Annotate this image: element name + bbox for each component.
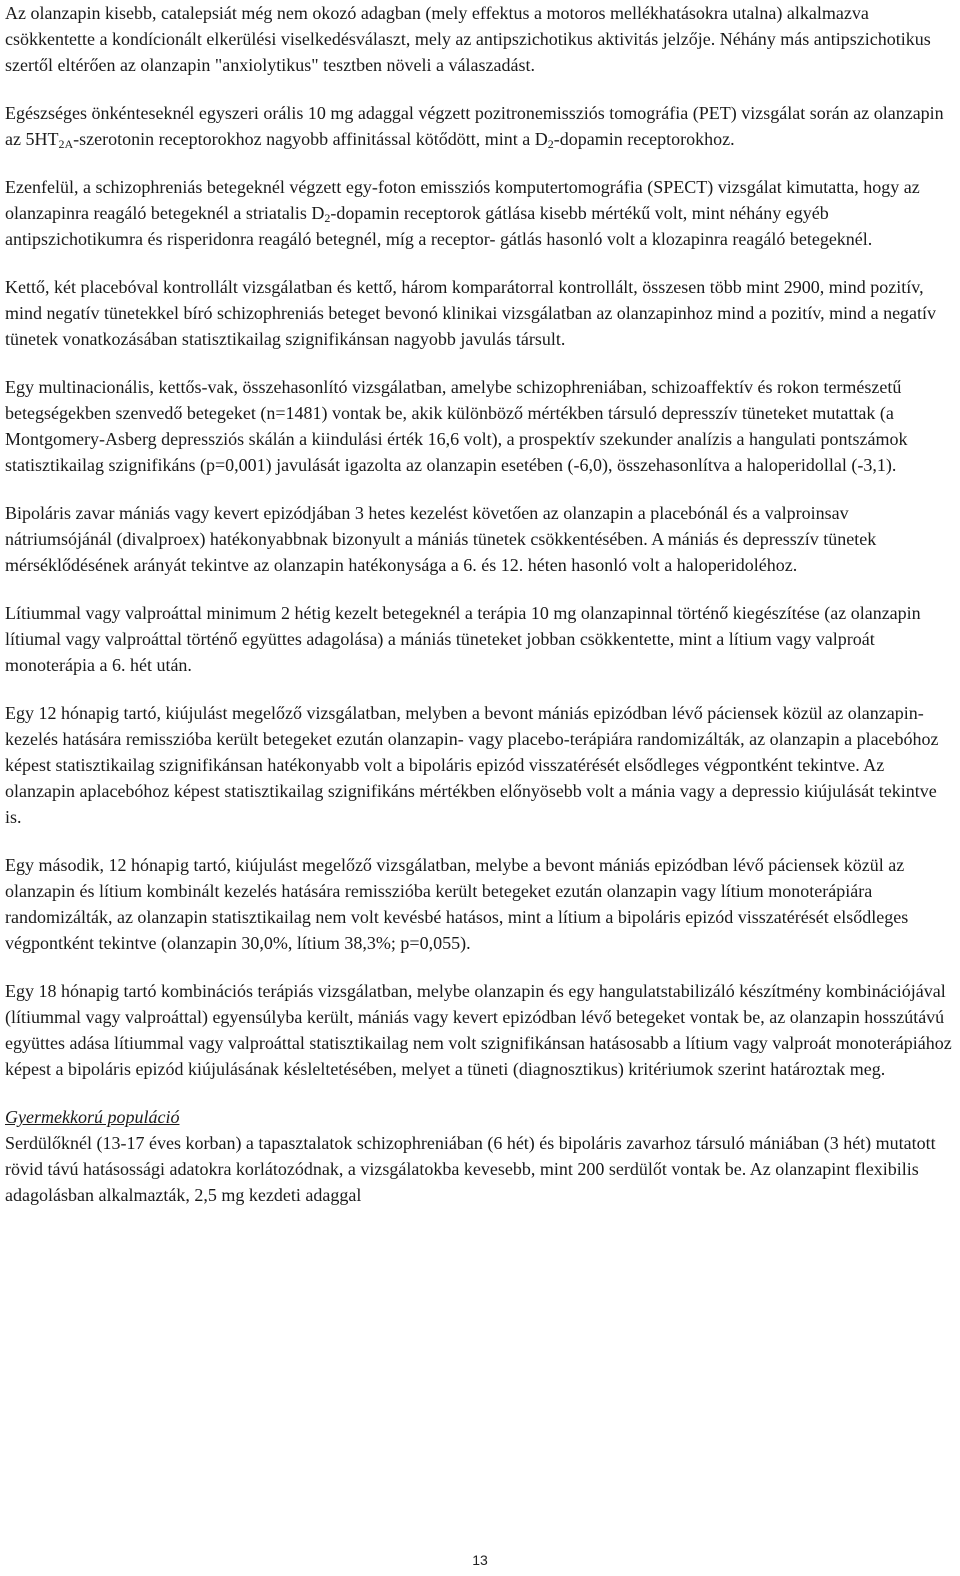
paragraph-spect-study xyxy=(5,174,955,252)
paragraph-combination-therapy: Egy 18 hónapig tartó kombinációs terápiás vizsgálatban, melybe olanzapin és egy hangulatstabilizáló készítmény kombinációjával (lítiummal vagy valproáttal) egyensúlyba került, mániás vagy kevert epizódban lévő betegeket vontak be, az olanzapin hosszútávú együttes adása lítiummal vagy valproáttal statisztikailag nem volt szignifikánsan hatásosabb a lítium vagy valproát monoterápiához képest a bipoláris epizód kiújulásának késleltetésében, melyet a tüneti (diagnosztikus) kritériumok szerint határoztak meg. xyxy=(5,981,952,1079)
paragraph-spect-text-2: -dopamin receptorok gátlása kisebb mértékű volt, mint néhány egyéb antipszichotikumra és risperidonra reagáló betegnél, míg a receptor- gátlás hasonló volt a klozapinra reagáló betegeknél. xyxy=(5,203,873,249)
paragraph-adolescents: Serdülőknél (13-17 éves korban) a tapasztalatok schizophreniában (6 hét) és bipoláris zavarhoz társuló mániában (3 hét) mutatott rövid távú hatásossági adatokra korlátozódnak, a vizsgálatokba kevesebb, mint 200 serdülőt vontak be. Az olanzapint flexibilis adagolásban alkalmazták, 2,5 mg kezdeti adaggal xyxy=(5,1133,936,1205)
paragraph-bipolar-mania: Bipoláris zavar mániás vagy kevert epizódjában 3 hetes kezelést követően az olanzapin a placebónál és a valproinsav nátriumsójánál (divalproex) hatékonyabbnak bizonyult a mániás tünetek csökkentésében. A mániás és depresszív tünetek mérséklődésének arányát tekintve az olanzapin hatékonysága a 6. és 12. héten hasonló volt a haloperidoléhoz. xyxy=(5,503,877,575)
paragraph-pet-study xyxy=(5,100,955,152)
paragraph-relapse-study-2: Egy második, 12 hónapig tartó, kiújulást megelőző vizsgálatban, melybe a bevont mániás epizódban lévő páciensek közül az olanzapin és lítium kombinált kezelés hatására remisszióba került betegeket ezután olanzapin vagy lítium monoterápiára randomizálták, az olanzapin statisztikailag nem volt kevésbé hatásos, mint a lítium a bipoláris epizód visszatérését elsődleges végpontként tekintve (olanzapin 30,0%, lítium 38,3%; p=0,055). xyxy=(5,855,909,953)
paragraph-pet-text-2: -szerotonin receptorokhoz nagyobb affinitással kötődött, mint a D xyxy=(73,129,548,149)
section-heading-pediatric: Gyermekkorú populáció xyxy=(5,1107,180,1127)
page-number: 13 xyxy=(472,1552,488,1568)
paragraph-multinational-study: Egy multinacionális, kettős-vak, összehasonlító vizsgálatban, amelybe schizophreniában, schizoaffektív és rokon természetű betegségekben szenvedő betegeket (n=1481) vontak be, akik különböző mértékben társuló depresszív tüneteket mutattak (a Montgomery-Asberg depressziós skálán a kiindulási érték 16,6 volt), a prospektív szekunder analízis a hangulati pontszámok statisztikailag szignifikáns (p=0,001) javulását igazolta az olanzapin esetében (-6,0), összehasonlítva a haloperidollal (-3,1). xyxy=(5,377,908,475)
subscript-2a: 2A xyxy=(58,137,74,151)
document-page xyxy=(5,0,955,1208)
paragraph-pet-text-1: Egészséges önkénteseknél egyszeri orális 10 mg adaggal végzett pozitronemissziós tomográfia (PET) vizsgálat során az olanzapin az 5HT xyxy=(5,103,944,149)
subscript-d2: 2 xyxy=(324,211,331,225)
paragraph-spect-text-1: Ezenfelül, a schizophreniás betegeknél végzett egy-foton emissziós komputertomográfia (SPECT) vizsgálat kimutatta, hogy az olanzapinra reagáló betegeknél a striatalis D xyxy=(5,177,920,223)
paragraph-anxiolytic: Az olanzapin kisebb, catalepsiát még nem okozó adagban (mely effektus a motoros mellékhatásokra utalna) alkalmazva csökkentette a kondícionált elkerülési viselkedésválaszt, mely az antipszichotikus aktivitás jelzője. Néhány más antipszichotikus szertől eltérően az olanzapin "anxiolytikus" tesztben növeli a válaszadást. xyxy=(5,3,931,75)
paragraph-controlled-studies: Kettő, két placebóval kontrollált vizsgálatban és kettő, három komparátorral kontrollált, összesen több mint 2900, mind pozitív, mind negatív tünetekkel bíró schizophreniás beteget bevonó klinikai vizsgálatban az olanzapinhoz mind a pozitív, mind a negatív tünetek vonatkozásában statisztikailag szignifikánsan nagyobb javulás társult. xyxy=(5,277,937,349)
paragraph-pet-text-3: -dopamin receptorokhoz. xyxy=(553,129,735,149)
subscript-2: 2 xyxy=(547,137,554,151)
paragraph-relapse-study-1: Egy 12 hónapig tartó, kiújulást megelőző vizsgálatban, melyben a bevont mániás epizódban lévő páciensek közül az olanzapin-kezelés hatására remisszióba került betegeket ezután olanzapin- vagy placebo-terápiára randomizálták, az olanzapin a placebóhoz képest statisztikailag szignifikánsan hatékonyabb volt a bipoláris epizód visszatérését elsődleges végpontként tekintve. Az olanzapin aplacebóhoz képest statisztikailag szignifikáns mértékben előnyösebb volt a mánia vagy a depressio kiújulását tekintve is. xyxy=(5,703,939,827)
paragraph-lithium-valproate: Lítiummal vagy valproáttal minimum 2 hétig kezelt betegeknél a terápia 10 mg olanzapinnal történő kiegészítése (az olanzapin lítiumal vagy valproáttal történő együttes adagolása) a mániás tüneteket jobban csökkentette, mint a lítium vagy valproát monoterápia a 6. hét után. xyxy=(5,603,921,675)
